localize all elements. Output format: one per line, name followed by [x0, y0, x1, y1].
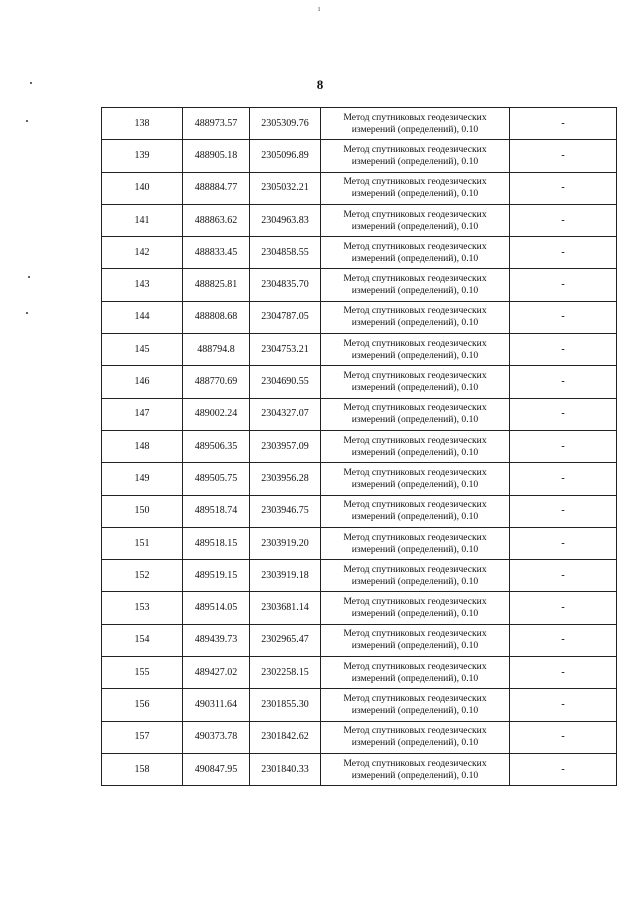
point-number-cell: 153 [102, 592, 183, 624]
description-cell: - [510, 495, 617, 527]
table-row [102, 366, 617, 398]
point-number-cell: 151 [102, 527, 183, 559]
x-coordinate-cell: 490311.64 [183, 689, 250, 721]
method-line-2: измерений (определений), 0.10 [351, 123, 479, 135]
method-line-2: измерений (определений), 0.10 [351, 155, 479, 167]
method-line-1: Метод спутниковых геодезических [343, 563, 487, 575]
method-cell [321, 366, 510, 398]
table-row [102, 430, 617, 462]
method-cell [321, 592, 510, 624]
method-cell [321, 172, 510, 204]
method-line-1: Метод спутниковых геодезических [343, 531, 487, 543]
scan-speck [26, 312, 28, 314]
method-line-2: измерений (определений), 0.10 [351, 575, 479, 587]
method-line-2: измерений (определений), 0.10 [351, 704, 479, 716]
x-coordinate-cell: 488825.81 [183, 269, 250, 301]
point-number-cell: 148 [102, 430, 183, 462]
table-row [102, 753, 617, 785]
description-cell: - [510, 366, 617, 398]
description-cell: - [510, 657, 617, 689]
point-number-cell: 139 [102, 140, 183, 172]
method-cell [321, 237, 510, 269]
point-number-cell: 157 [102, 721, 183, 753]
table-row [102, 204, 617, 236]
x-coordinate-cell: 488833.45 [183, 237, 250, 269]
description-cell: - [510, 269, 617, 301]
x-coordinate-cell: 490373.78 [183, 721, 250, 753]
point-number-cell: 158 [102, 753, 183, 785]
method-cell [321, 560, 510, 592]
coordinates-table [101, 107, 617, 786]
method-cell [321, 301, 510, 333]
method-cell [321, 463, 510, 495]
method-cell [321, 204, 510, 236]
y-coordinate-cell: 2304690.55 [250, 366, 321, 398]
method-line-2: измерений (определений), 0.10 [351, 414, 479, 426]
point-number-cell: 144 [102, 301, 183, 333]
method-line-2: измерений (определений), 0.10 [351, 608, 479, 620]
table-row [102, 689, 617, 721]
point-number-cell: 141 [102, 204, 183, 236]
method-line-1: Метод спутниковых геодезических [343, 305, 487, 317]
x-coordinate-cell: 488863.62 [183, 204, 250, 236]
description-cell: - [510, 430, 617, 462]
method-line-2: измерений (определений), 0.10 [351, 446, 479, 458]
method-cell [321, 430, 510, 462]
x-coordinate-cell: 489518.74 [183, 495, 250, 527]
description-cell: - [510, 689, 617, 721]
description-cell: - [510, 108, 617, 140]
table-row [102, 592, 617, 624]
description-cell: - [510, 592, 617, 624]
x-coordinate-cell: 489505.75 [183, 463, 250, 495]
x-coordinate-cell: 489427.02 [183, 657, 250, 689]
method-cell [321, 334, 510, 366]
x-coordinate-cell: 488794.8 [183, 334, 250, 366]
method-cell [321, 398, 510, 430]
method-line-1: Метод спутниковых геодезических [343, 596, 487, 608]
method-line-1: Метод спутниковых геодезических [343, 273, 487, 285]
method-line-1: Метод спутниковых геодезических [343, 628, 487, 640]
method-cell [321, 495, 510, 527]
table-row [102, 108, 617, 140]
point-number-cell: 147 [102, 398, 183, 430]
point-number-cell: 149 [102, 463, 183, 495]
description-cell: - [510, 624, 617, 656]
y-coordinate-cell: 2304858.55 [250, 237, 321, 269]
method-line-1: Метод спутниковых геодезических [343, 370, 487, 382]
table-row [102, 140, 617, 172]
method-line-1: Метод спутниковых геодезических [343, 660, 487, 672]
description-cell: - [510, 237, 617, 269]
method-line-1: Метод спутниковых геодезических [343, 466, 487, 478]
y-coordinate-cell: 2305096.89 [250, 140, 321, 172]
x-coordinate-cell: 489506.35 [183, 430, 250, 462]
y-coordinate-cell: 2302965.47 [250, 624, 321, 656]
method-line-2: измерений (определений), 0.10 [351, 220, 479, 232]
y-coordinate-cell: 2303919.18 [250, 560, 321, 592]
y-coordinate-cell: 2303919.20 [250, 527, 321, 559]
point-number-cell: 152 [102, 560, 183, 592]
method-line-2: измерений (определений), 0.10 [351, 640, 479, 652]
method-cell [321, 108, 510, 140]
method-line-1: Метод спутниковых геодезических [343, 143, 487, 155]
y-coordinate-cell: 2303957.09 [250, 430, 321, 462]
y-coordinate-cell: 2304327.07 [250, 398, 321, 430]
method-cell [321, 269, 510, 301]
table-row [102, 334, 617, 366]
point-number-cell: 140 [102, 172, 183, 204]
description-cell: - [510, 560, 617, 592]
method-cell [321, 527, 510, 559]
y-coordinate-cell: 2303946.75 [250, 495, 321, 527]
coordinates-table-body [102, 108, 617, 786]
scan-speck [26, 120, 28, 122]
table-row [102, 527, 617, 559]
method-line-2: измерений (определений), 0.10 [351, 285, 479, 297]
method-cell [321, 689, 510, 721]
description-cell: - [510, 398, 617, 430]
description-cell: - [510, 334, 617, 366]
description-cell: - [510, 301, 617, 333]
method-line-2: измерений (определений), 0.10 [351, 382, 479, 394]
method-line-1: Метод спутниковых геодезических [343, 111, 487, 123]
table-row [102, 237, 617, 269]
table-row [102, 398, 617, 430]
point-number-cell: 155 [102, 657, 183, 689]
y-coordinate-cell: 2301855.30 [250, 689, 321, 721]
y-coordinate-cell: 2305032.21 [250, 172, 321, 204]
method-line-1: Метод спутниковых геодезических [343, 208, 487, 220]
y-coordinate-cell: 2304835.70 [250, 269, 321, 301]
table-row [102, 495, 617, 527]
x-coordinate-cell: 488973.57 [183, 108, 250, 140]
table-row [102, 624, 617, 656]
table-row [102, 301, 617, 333]
y-coordinate-cell: 2303956.28 [250, 463, 321, 495]
method-line-1: Метод спутниковых геодезических [343, 757, 487, 769]
y-coordinate-cell: 2302258.15 [250, 657, 321, 689]
x-coordinate-cell: 489518.15 [183, 527, 250, 559]
method-line-1: Метод спутниковых геодезических [343, 499, 487, 511]
method-cell [321, 657, 510, 689]
point-number-cell: 138 [102, 108, 183, 140]
method-line-1: Метод спутниковых геодезических [343, 692, 487, 704]
method-cell [321, 753, 510, 785]
table-row [102, 463, 617, 495]
description-cell: - [510, 753, 617, 785]
scan-mark: ı [318, 4, 321, 13]
table-row [102, 172, 617, 204]
x-coordinate-cell: 488808.68 [183, 301, 250, 333]
method-line-2: измерений (определений), 0.10 [351, 252, 479, 264]
point-number-cell: 143 [102, 269, 183, 301]
y-coordinate-cell: 2305309.76 [250, 108, 321, 140]
method-line-2: измерений (определений), 0.10 [351, 737, 479, 749]
point-number-cell: 142 [102, 237, 183, 269]
method-line-1: Метод спутниковых геодезических [343, 337, 487, 349]
y-coordinate-cell: 2301842.62 [250, 721, 321, 753]
method-line-2: измерений (определений), 0.10 [351, 478, 479, 490]
table-row [102, 269, 617, 301]
method-line-2: измерений (определений), 0.10 [351, 672, 479, 684]
description-cell: - [510, 721, 617, 753]
x-coordinate-cell: 489439.73 [183, 624, 250, 656]
x-coordinate-cell: 488884.77 [183, 172, 250, 204]
method-line-1: Метод спутниковых геодезических [343, 402, 487, 414]
scan-speck [28, 276, 30, 278]
point-number-cell: 150 [102, 495, 183, 527]
page-number: 8 [316, 77, 324, 92]
point-number-cell: 154 [102, 624, 183, 656]
method-line-2: измерений (определений), 0.10 [351, 511, 479, 523]
description-cell: - [510, 204, 617, 236]
x-coordinate-cell: 489519.15 [183, 560, 250, 592]
method-line-2: измерений (определений), 0.10 [351, 317, 479, 329]
method-line-2: измерений (определений), 0.10 [351, 543, 479, 555]
method-line-1: Метод спутниковых геодезических [343, 725, 487, 737]
point-number-cell: 146 [102, 366, 183, 398]
description-cell: - [510, 172, 617, 204]
table-row [102, 721, 617, 753]
point-number-cell: 145 [102, 334, 183, 366]
description-cell: - [510, 463, 617, 495]
method-line-1: Метод спутниковых геодезических [343, 240, 487, 252]
x-coordinate-cell: 489002.24 [183, 398, 250, 430]
method-line-2: измерений (определений), 0.10 [351, 188, 479, 200]
method-cell [321, 721, 510, 753]
x-coordinate-cell: 490847.95 [183, 753, 250, 785]
y-coordinate-cell: 2304753.21 [250, 334, 321, 366]
x-coordinate-cell: 488905.18 [183, 140, 250, 172]
method-line-2: измерений (определений), 0.10 [351, 349, 479, 361]
method-cell [321, 624, 510, 656]
table-row [102, 657, 617, 689]
x-coordinate-cell: 489514.05 [183, 592, 250, 624]
y-coordinate-cell: 2301840.33 [250, 753, 321, 785]
method-line-2: измерений (определений), 0.10 [351, 769, 479, 781]
table-row [102, 560, 617, 592]
y-coordinate-cell: 2303681.14 [250, 592, 321, 624]
method-line-1: Метод спутниковых геодезических [343, 434, 487, 446]
description-cell: - [510, 527, 617, 559]
point-number-cell: 156 [102, 689, 183, 721]
method-cell [321, 140, 510, 172]
y-coordinate-cell: 2304787.05 [250, 301, 321, 333]
y-coordinate-cell: 2304963.83 [250, 204, 321, 236]
method-line-1: Метод спутниковых геодезических [343, 176, 487, 188]
x-coordinate-cell: 488770.69 [183, 366, 250, 398]
description-cell: - [510, 140, 617, 172]
